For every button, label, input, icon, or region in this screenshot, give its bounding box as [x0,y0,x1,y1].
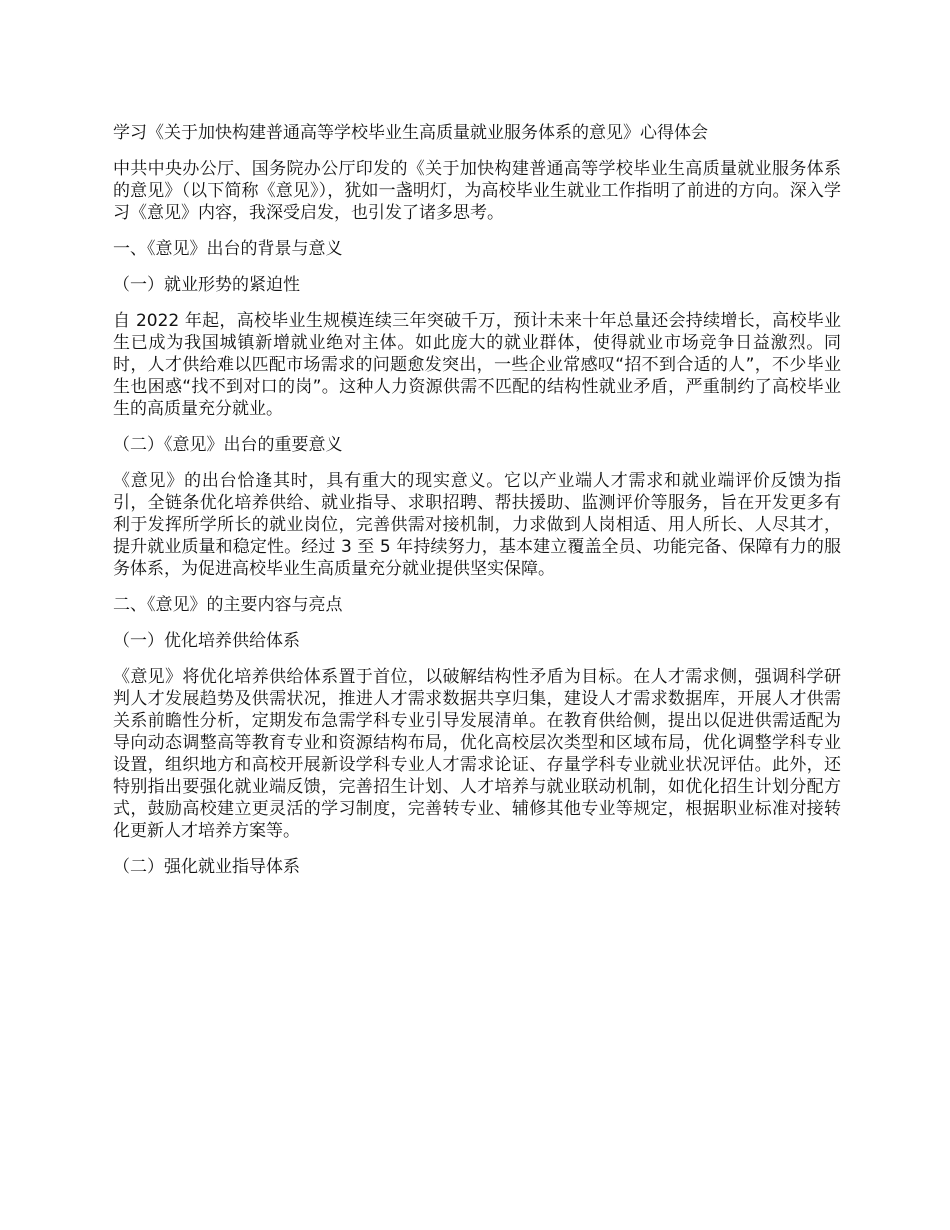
intro-paragraph: 中共中央办公厅、国务院办公厅印发的《关于加快构建普通高等学校毕业生高质量就业服务体系的意见》（以下简称《意见》），犹如一盏明灯，为高校毕业生就业工作指明了前进的方向。深入学习《意见》内容，我深受启发，也引发了诸多思考。 [113,159,841,223]
document-title: 学习《关于加快构建普通高等学校毕业生高质量就业服务体系的意见》心得体会 [113,123,708,143]
section-1-sub-2-paragraph: 《意见》的出台恰逢其时，具有重大的现实意义。它以产业端人才需求和就业端评价反馈为指引，全链条优化培养供给、就业指导、求职招聘、帮扶援助、监测评价等服务，旨在开发更多有利于发挥所学所长的就业岗位，完善供需对接机制，力求做到人岗相适、用人所长、人尽其才，提升就业质量和稳定性。经过 3 至 5 年持续努力，基本建立覆盖全员、功能完备、保障有力的服务体系，为促进高校毕业生高质量充分就业提供坚实保障。 [113,471,841,579]
section-2-sub-1-heading: （一）优化培养供给体系 [113,631,300,651]
section-2-heading: 二、《意见》的主要内容与亮点 [113,595,343,615]
section-1-heading: 一、《意见》出台的背景与意义 [113,239,343,259]
section-1-sub-1-heading: （一）就业形势的紧迫性 [113,275,300,295]
section-1-sub-1-paragraph: 自 2022 年起，高校毕业生规模连续三年突破千万，预计未来十年总量还会持续增长，高校毕业生已成为我国城镇新增就业绝对主体。如此庞大的就业群体，使得就业市场竞争日益激烈。同时，人才供给难以匹配市场需求的问题愈发突出，一些企业常感叹“招不到合适的人”，不少毕业生也困惑“找不到对口的岗”。这种人力资源供需不匹配的结构性就业矛盾，严重制约了高校毕业生的高质量充分就业。 [113,311,841,419]
document-page [113,122,841,892]
section-1-sub-2-heading: （二）《意见》出台的重要意义 [113,435,343,455]
section-2-sub-1-paragraph: 《意见》将优化培养供给体系置于首位，以破解结构性矛盾为目标。在人才需求侧，强调科学研判人才发展趋势及供需状况，推进人才需求数据共享归集，建设人才需求数据库，开展人才供需关系前瞻性分析，定期发布急需学科专业引导发展清单。在教育供给侧，提出以促进供需适配为导向动态调整高等教育专业和资源结构布局，优化高校层次类型和区域布局，优化调整学科专业设置，组织地方和高校开展新设学科专业人才需求论证、存量学科专业就业状况评估。此外，还特别指出要强化就业端反馈，完善招生计划、人才培养与就业联动机制，如优化招生计划分配方式，鼓励高校建立更灵活的学习制度，完善转专业、辅修其他专业等规定，根据职业标准对接转化更新人才培养方案等。 [113,667,841,841]
section-2-sub-2-heading: （二）强化就业指导体系 [113,857,300,877]
